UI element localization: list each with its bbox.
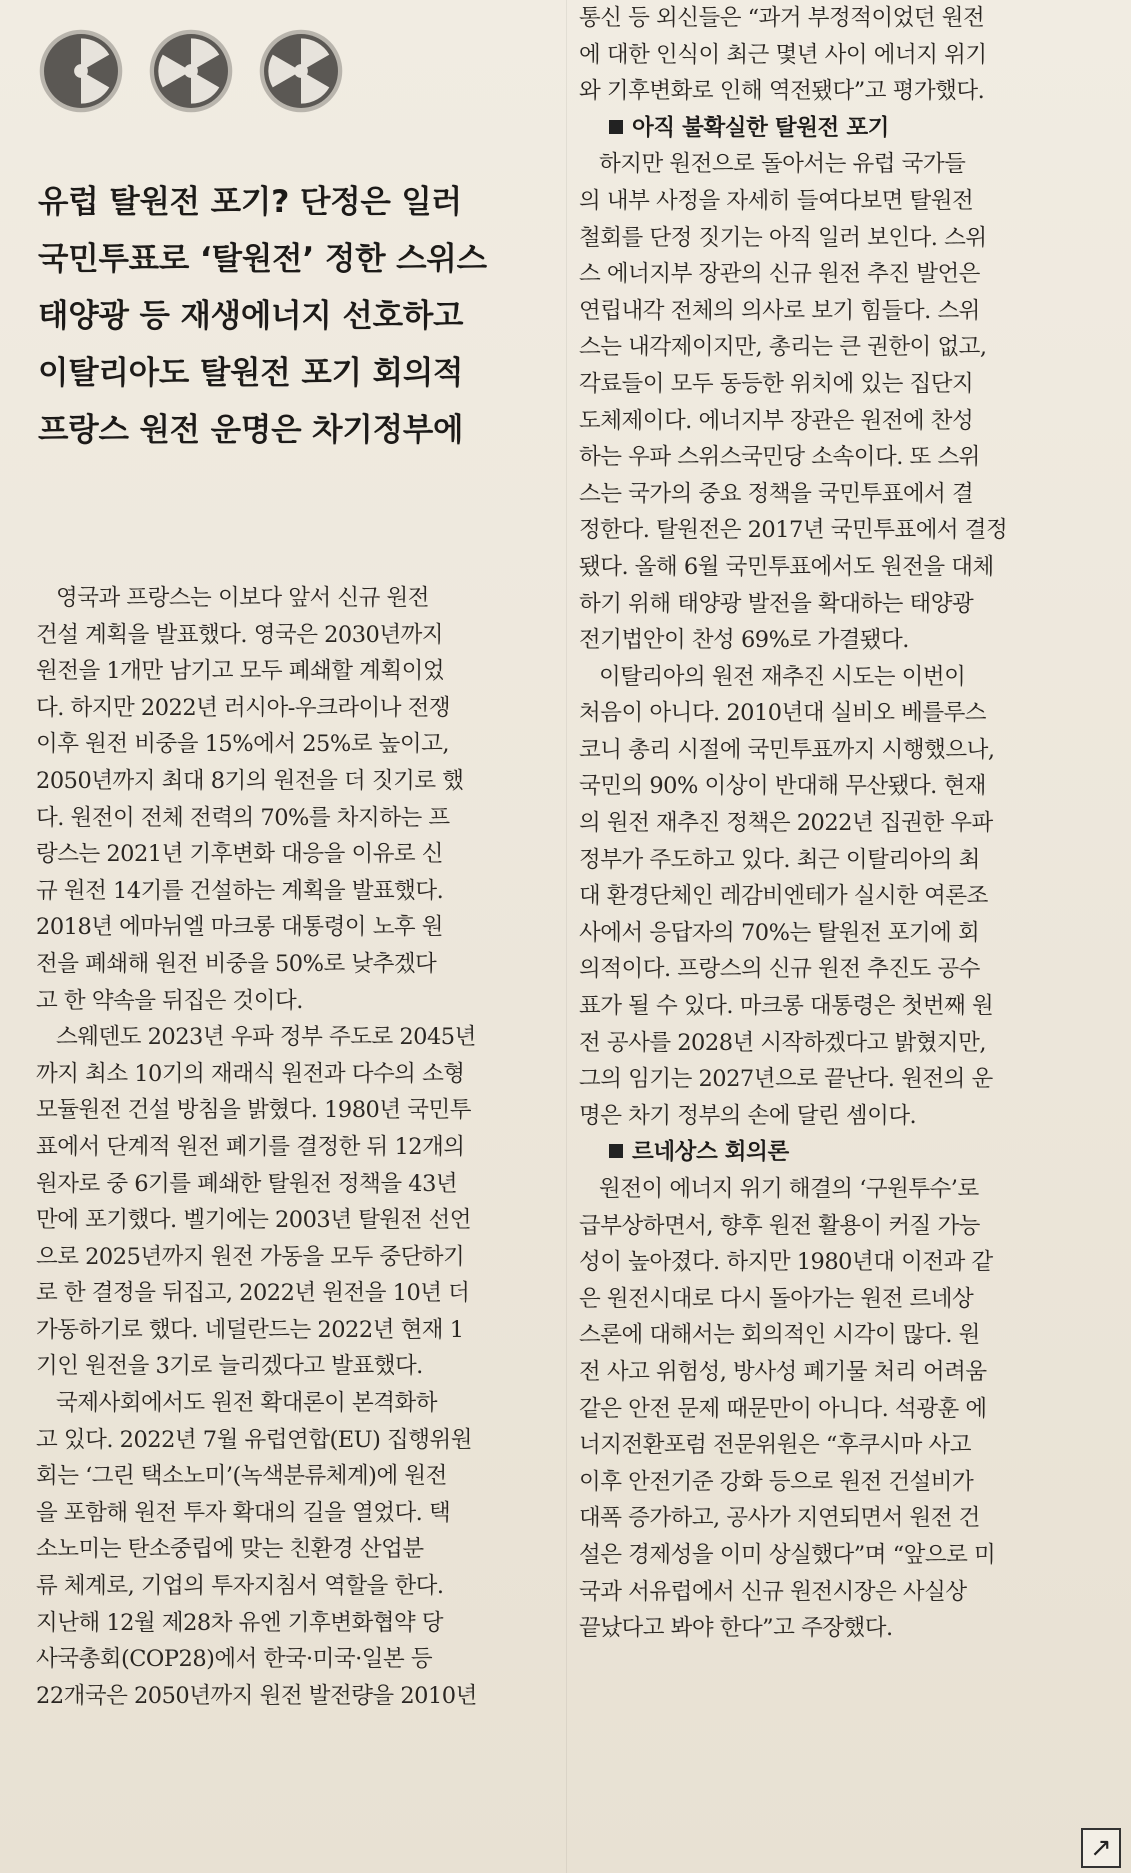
text-line: 전 사고 위험성, 방사성 폐기물 처리 어려움: [579, 1358, 987, 1385]
text-line: 원전을 1개만 남기고 모두 폐쇄할 계획이었: [36, 658, 445, 685]
section-subhead: [579, 1134, 1084, 1171]
headline: 이탈리아도 탈원전 포기 회의적: [38, 355, 464, 391]
text-line: 같은 안전 문제 때문만이 아니다. 석광훈 에: [579, 1395, 987, 1422]
square-bullet-icon: [609, 1144, 623, 1158]
text-line: 사국총회(COP28)에서 한국·미국·일본 등: [36, 1646, 433, 1673]
text-line: 대 환경단체인 레감비엔테가 실시한 여론조: [579, 883, 988, 910]
text-line: 철회를 단정 짓기는 아직 일러 보인다. 스위: [579, 224, 987, 251]
text-line: 다. 하지만 2022년 러시아-우크라이나 전쟁: [36, 694, 451, 721]
text-line: 가동하기로 했다. 네덜란드는 2022년 현재 1: [36, 1316, 464, 1343]
text-line: 하기 위해 태양광 발전을 확대하는 태양광: [579, 590, 974, 617]
text-line: 너지전환포럼 전문위원은 “후쿠시마 사고: [579, 1432, 971, 1459]
text-line: 까지 최소 10기의 재래식 원전과 다수의 소형: [36, 1060, 465, 1087]
text-line: 소노미는 탄소중립에 맞는 친환경 산업분: [36, 1536, 424, 1563]
headline: 유럽 탈원전 포기? 단정은 일러: [38, 184, 462, 220]
text-line: 연립내각 전체의 의사로 보기 힘들다. 스위: [579, 297, 980, 324]
text-line: 2050년까지 최대 8기의 원전을 더 짓기로 했: [36, 767, 464, 794]
text-line: 끝났다고 봐야 한다”고 주장했다.: [579, 1615, 893, 1642]
headline: 프랑스 원전 운명은 차기정부에: [38, 412, 464, 448]
left-body-text: [36, 580, 556, 1714]
text-line: 와 기후변화로 인해 역전됐다”고 평가했다.: [579, 78, 985, 105]
text-line: 전 공사를 2028년 시작하겠다고 밝혔지만,: [579, 1029, 987, 1056]
left-column: [36, 0, 556, 1873]
text-line: 정부가 주도하고 있다. 최근 이탈리아의 최: [579, 846, 980, 873]
text-line: 랑스는 2021년 기후변화 대응을 이유로 신: [36, 841, 444, 868]
text-line: 건설 계획을 발표했다. 영국은 2030년까지: [36, 621, 444, 648]
text-line: 표에서 단계적 원전 폐기를 결정한 뒤 12개의: [36, 1133, 465, 1160]
column-divider: [566, 0, 567, 1873]
text-line: 통신 등 외신들은 “과거 부정적이었던 원전: [579, 5, 985, 31]
text-line: 스론에 대해서는 회의적인 시각이 많다. 원: [579, 1322, 980, 1349]
text-line: 각료들이 모두 동등한 위치에 있는 집단지: [579, 370, 974, 397]
text-line: 을 포함해 원전 투자 확대의 길을 열었다. 택: [36, 1499, 451, 1526]
text-line: 하는 우파 스위스국민당 소속이다. 또 스위: [579, 444, 980, 471]
text-line: 스웨덴도 2023년 우파 정부 주도로 2045년: [56, 1024, 476, 1051]
text-line: 대폭 증가하고, 공사가 지연되면서 원전 건: [579, 1505, 980, 1532]
text-line: 정한다. 탈원전은 2017년 국민투표에서 결정: [579, 517, 1008, 544]
text-line: 지난해 12월 제28차 유엔 기후변화협약 당: [36, 1609, 444, 1636]
text-line: 2018년 에마뉘엘 마크롱 대통령이 노후 원: [36, 914, 444, 941]
text-line: 에 대한 인식이 최근 몇년 사이 에너지 위기: [579, 41, 987, 68]
text-line: 고 한 약속을 뒤집은 것이다.: [36, 987, 303, 1014]
text-line: 규 원전 14기를 건설하는 계획을 발표했다.: [36, 877, 444, 904]
text-line: 됐다. 올해 6월 국민투표에서도 원전을 대체: [579, 553, 994, 580]
text-line: 22개국은 2050년까지 원전 발전량을 2010년: [36, 1682, 477, 1709]
text-line: 급부상하면서, 향후 원전 활용이 커질 가능: [579, 1212, 980, 1239]
text-line: 의 원전 재추진 정책은 2022년 집권한 우파: [579, 810, 993, 837]
text-line: 성이 높아졌다. 하지만 1980년대 이전과 같: [579, 1249, 993, 1276]
text-line: 다. 원전이 전체 전력의 70%를 차지하는 프: [36, 804, 450, 831]
radiation-icon: [148, 28, 234, 114]
text-line: 의적이다. 프랑스의 신규 원전 추진도 공수: [579, 956, 980, 983]
radiation-icon: [258, 28, 344, 114]
text-line: 하지만 원전으로 돌아서는 유럽 국가들: [599, 151, 966, 178]
text-line: 그의 임기는 2027년으로 끝난다. 원전의 운: [579, 1066, 993, 1093]
text-line: 처음이 아니다. 2010년대 실비오 베를루스: [579, 700, 987, 727]
text-line: 고 있다. 2022년 7월 유럽연합(EU) 집행위원: [36, 1426, 472, 1453]
square-bullet-icon: [609, 120, 623, 134]
radiation-icon: [38, 28, 124, 114]
text-line: 스는 국가의 중요 정책을 국민투표에서 결: [579, 480, 974, 507]
text-line: 만에 포기했다. 벨기에는 2003년 탈원전 선언: [36, 1207, 471, 1234]
text-line: 기인 원전을 3기로 늘리겠다고 발표했다.: [36, 1353, 423, 1380]
section-subhead: [579, 110, 1084, 147]
text-line: 표가 될 수 있다. 마크롱 대통령은 첫번째 원: [579, 993, 994, 1020]
headline: 국민투표로 ‘탈원전’ 정한 스위스: [38, 241, 487, 277]
right-column: [579, 0, 1084, 1873]
text-line: 이탈리아의 원전 재추진 시도는 이번이: [599, 663, 966, 690]
text-line: 이후 안전기준 강화 등으로 원전 건설비가: [579, 1468, 974, 1495]
text-line: 스는 내각제이지만, 총리는 큰 권한이 없고,: [579, 334, 987, 361]
icon-row: [38, 28, 344, 118]
text-line: 영국과 프랑스는 이보다 앞서 신규 원전: [56, 585, 430, 611]
text-line: 설은 경제성을 이미 상실했다”며 “앞으로 미: [579, 1541, 996, 1568]
text-line: 모듈원전 건설 방침을 밝혔다. 1980년 국민투: [36, 1097, 471, 1124]
text-line: 원자로 중 6기를 폐쇄한 탈원전 정책을 43년: [36, 1170, 458, 1197]
text-line: 명은 차기 정부의 손에 달린 셈이다.: [579, 1102, 917, 1129]
right-body-text: [579, 0, 1084, 1647]
text-line: 로 한 결정을 뒤집고, 2022년 원전을 10년 더: [36, 1280, 470, 1307]
text-line: 으로 2025년까지 원전 가동을 모두 중단하기: [36, 1243, 465, 1270]
text-line: 스 에너지부 장관의 신규 원전 추진 발언은: [579, 261, 980, 288]
text-line: 국제사회에서도 원전 확대론이 본격화하: [56, 1390, 437, 1417]
text-line: 회는 ‘그린 택소노미’(녹색분류체계)에 원전: [36, 1463, 447, 1490]
headline-block: [38, 180, 558, 465]
headline: 태양광 등 재생에너지 선호하고: [38, 298, 464, 334]
text-line: 은 원전시대로 다시 돌아가는 원전 르네상: [579, 1285, 974, 1312]
text-line: 의 내부 사정을 자세히 들여다보면 탈원전: [579, 187, 974, 214]
text-line: 류 체계로, 기업의 투자지침서 역할을 한다.: [36, 1573, 444, 1600]
text-line: 전을 폐쇄해 원전 비중을 50%로 낮추겠다: [36, 950, 437, 977]
expand-arrow-icon[interactable]: ↗: [1081, 1828, 1121, 1868]
text-line: 국민의 90% 이상이 반대해 무산됐다. 현재: [579, 773, 986, 800]
text-line: 원전이 에너지 위기 해결의 ‘구원투수’로: [599, 1176, 979, 1202]
text-line: 전기법안이 찬성 69%로 가결됐다.: [579, 627, 909, 654]
text-line: 이후 원전 비중을 15%에서 25%로 높이고,: [36, 731, 449, 758]
subhead-text: 아직 불확실한 탈원전 포기: [632, 114, 889, 141]
text-line: 사에서 응답자의 70%는 탈원전 포기에 회: [579, 919, 980, 946]
text-line: 도체제이다. 에너지부 장관은 원전에 찬성: [579, 407, 974, 434]
text-line: 코니 총리 시절에 국민투표까지 시행했으나,: [579, 736, 995, 763]
text-line: 국과 서유럽에서 신규 원전시장은 사실상: [579, 1578, 967, 1605]
subhead-text: 르네상스 회의론: [632, 1139, 789, 1166]
